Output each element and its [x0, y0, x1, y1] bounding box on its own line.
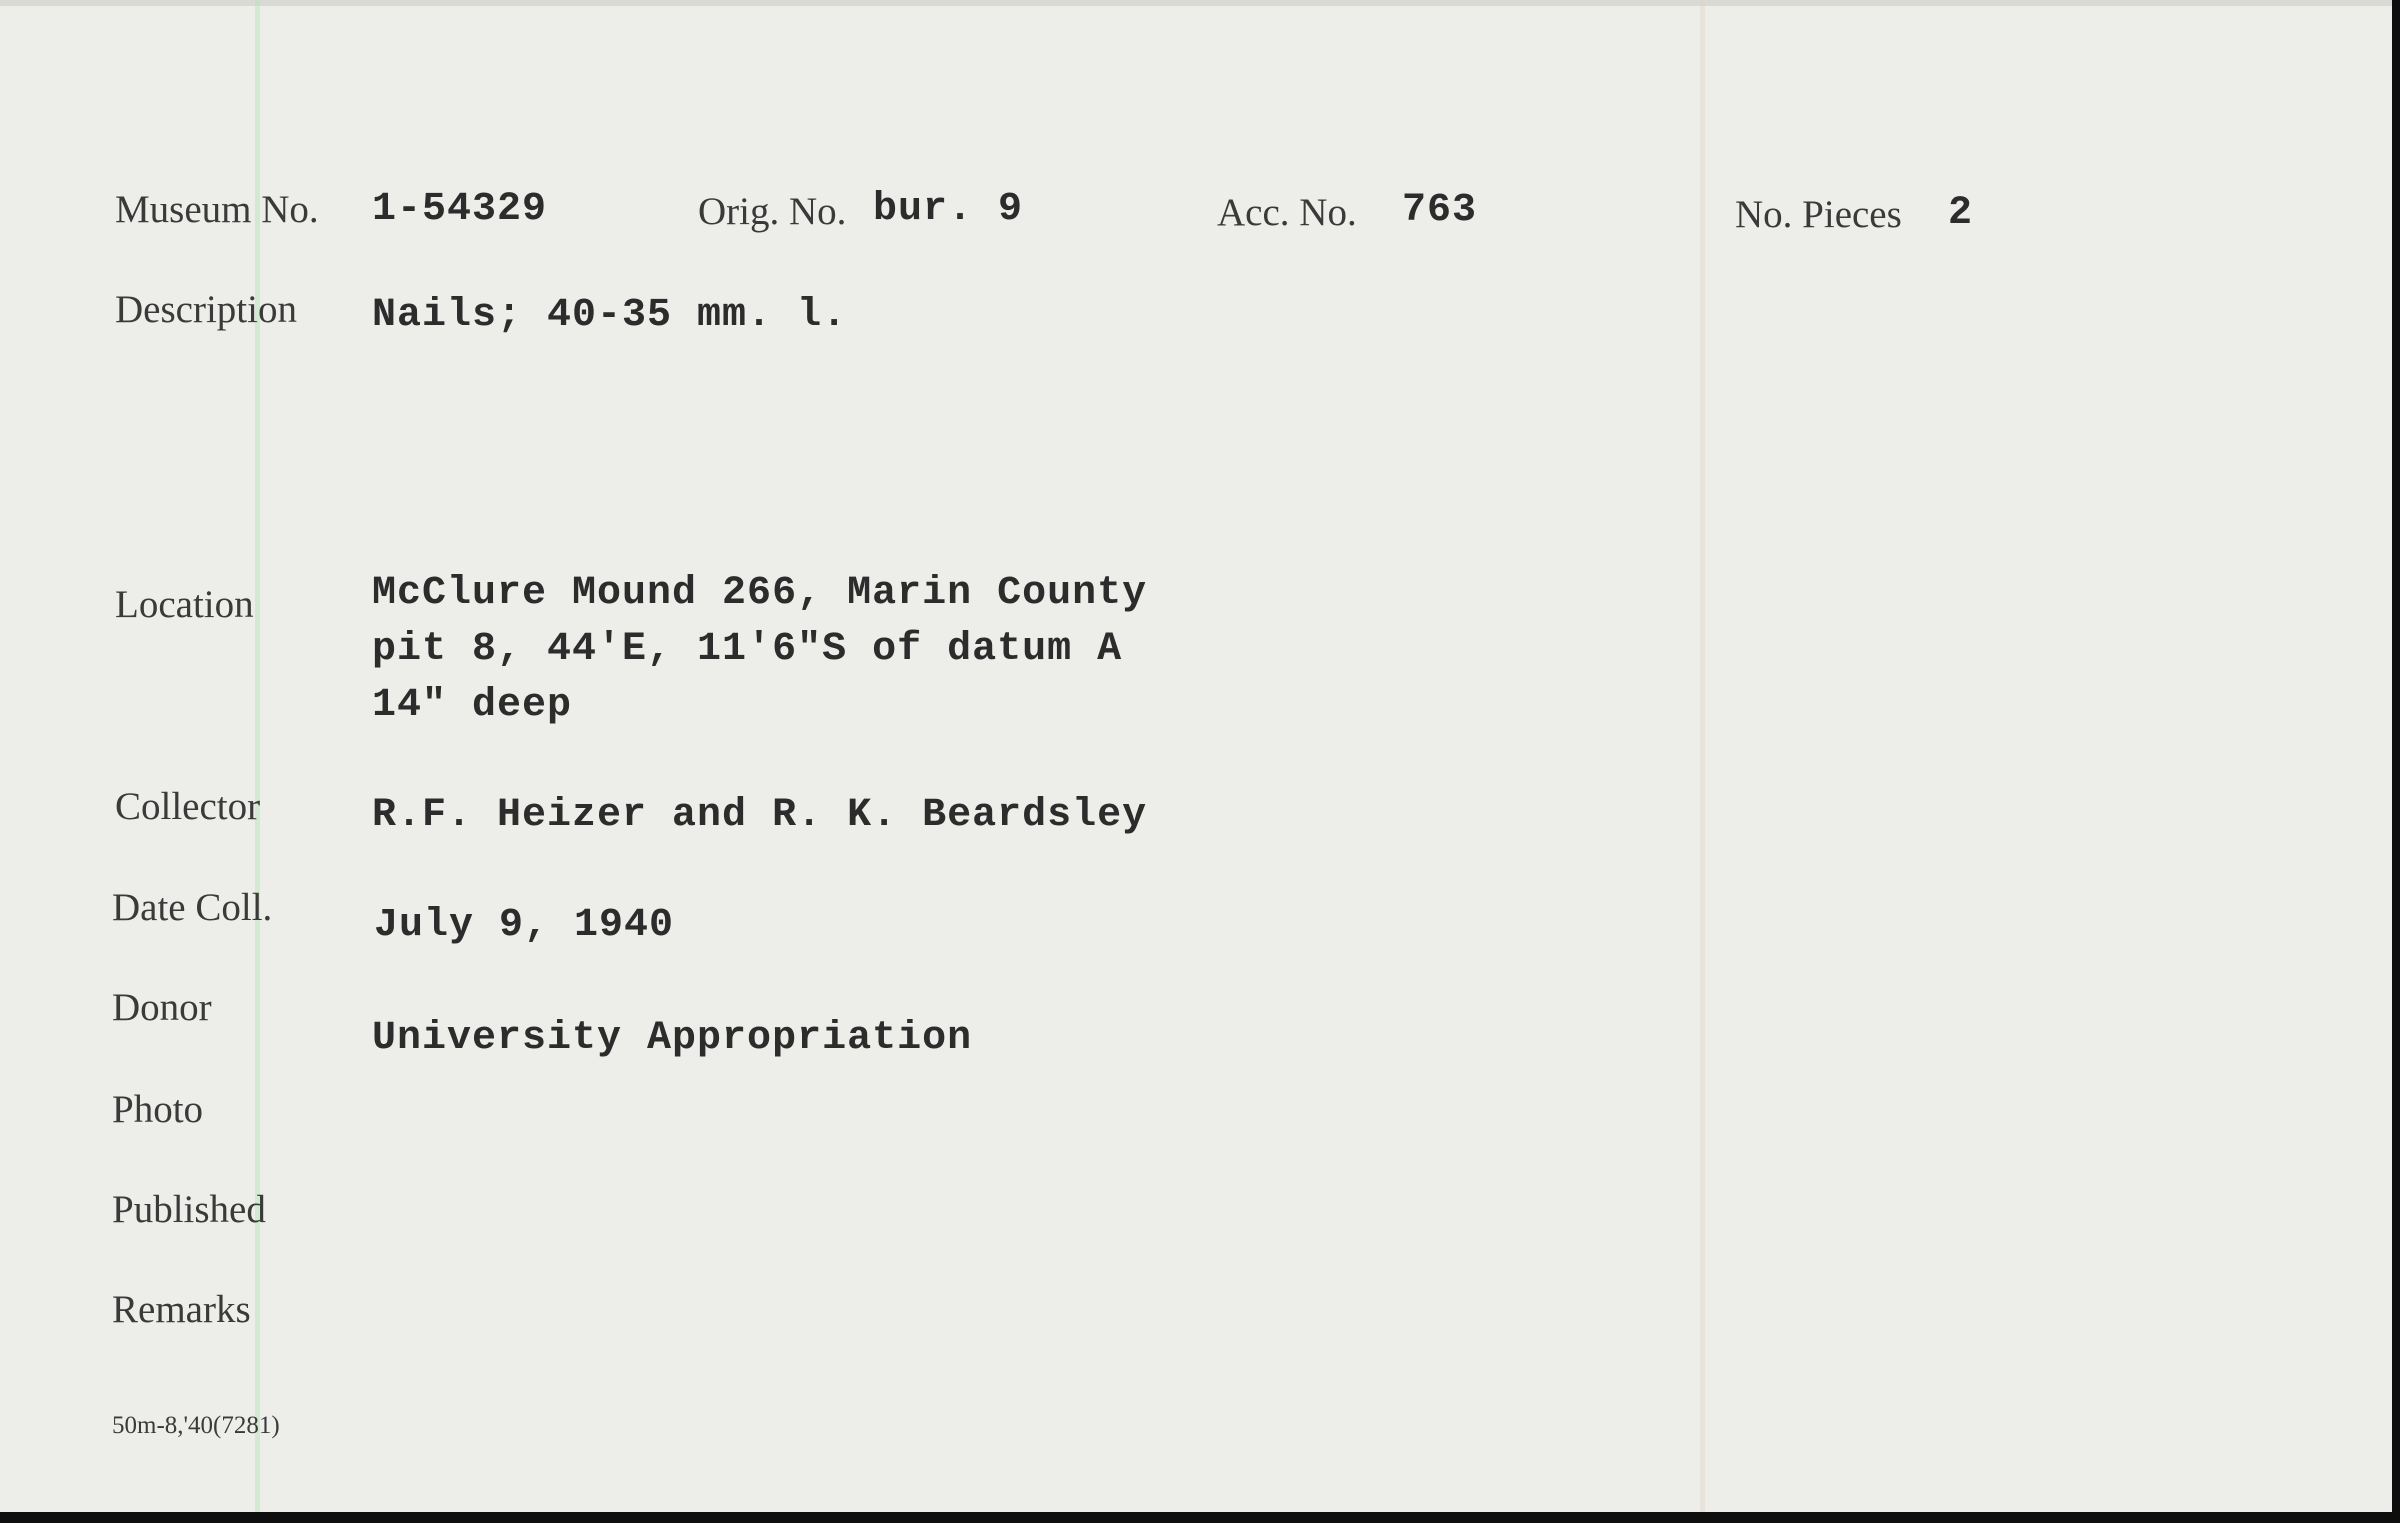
collector-value: R.F. Heizer and R. K. Beardsley: [372, 793, 1148, 838]
no-pieces-label: No. Pieces: [1735, 193, 1902, 236]
museum-no-label: Museum No.: [115, 188, 319, 231]
collector-label: Collector: [115, 785, 261, 828]
location-block: [372, 571, 1272, 734]
photo-label: Photo: [112, 1088, 204, 1131]
margin-rule-tan: [1700, 0, 1705, 1512]
date-coll-label: Date Coll.: [112, 886, 273, 929]
location-line: McClure Mound 266, Marin County: [372, 571, 1148, 616]
orig-no-label: Orig. No.: [698, 190, 847, 233]
no-pieces-value: 2: [1948, 191, 1974, 236]
published-label: Published: [112, 1188, 266, 1231]
donor-value: University Appropriation: [372, 1016, 973, 1061]
location-label: Location: [115, 583, 254, 626]
location-line: pit 8, 44'E, 11'6"S of datum A: [372, 627, 1123, 672]
description-value: Nails; 40-35 mm. l.: [372, 293, 848, 338]
description-label: Description: [115, 288, 297, 331]
museum-no-value: 1-54329: [372, 187, 548, 232]
acc-no-label: Acc. No.: [1217, 191, 1357, 234]
donor-label: Donor: [112, 986, 212, 1029]
date-coll-value: July 9, 1940: [374, 903, 675, 948]
print-code: 50m-8,'40(7281): [112, 1412, 280, 1439]
card-top-edge: [0, 0, 2392, 6]
location-line: 14" deep: [372, 683, 573, 728]
remarks-label: Remarks: [112, 1288, 251, 1331]
orig-no-value: bur. 9: [873, 187, 1024, 232]
acc-no-value: 763: [1402, 188, 1478, 233]
